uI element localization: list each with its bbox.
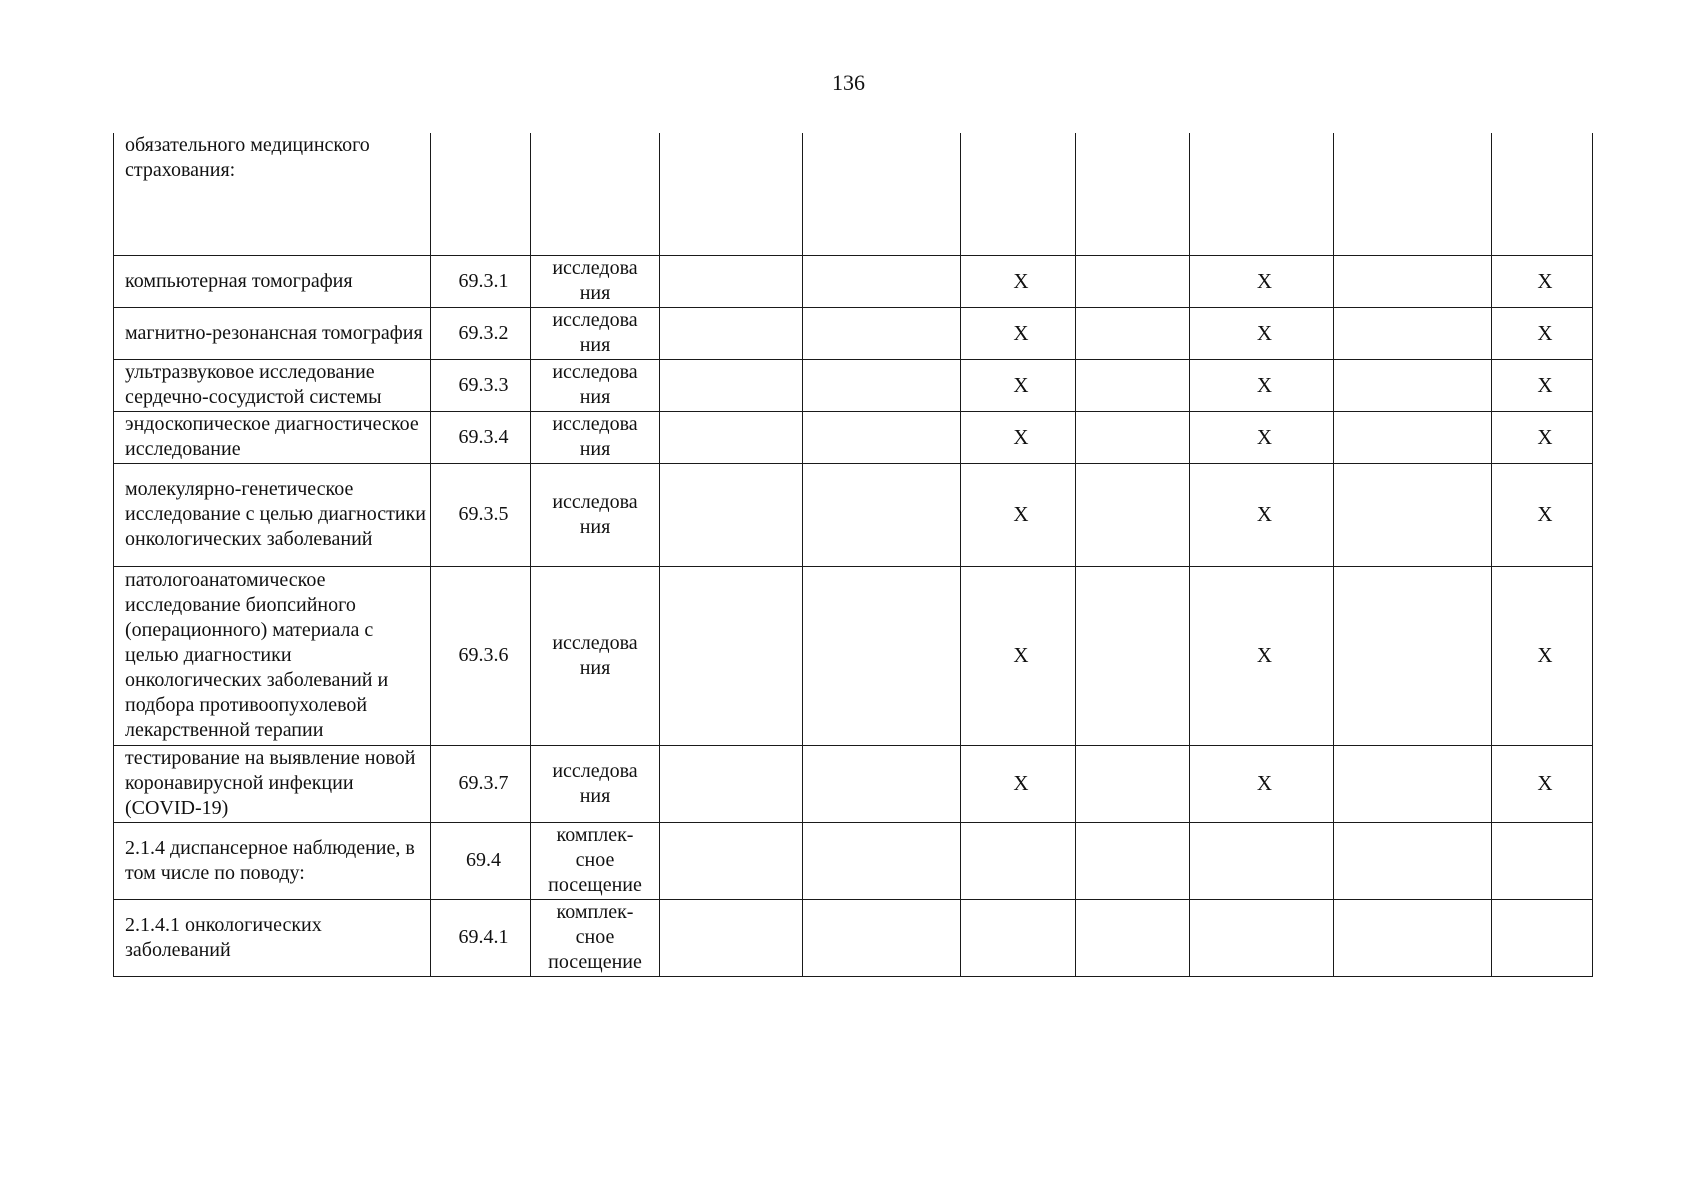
row-value-cell — [1492, 899, 1593, 976]
row-code-cell: 69.3.2 — [431, 307, 531, 359]
row-name-cell: эндоскопическое диагностическое исследование — [114, 411, 431, 463]
row-value-cell — [1492, 133, 1593, 255]
table-row — [114, 745, 1593, 822]
row-value-cell — [1334, 411, 1492, 463]
table-row — [114, 133, 1593, 255]
row-value-cell — [1076, 566, 1190, 745]
row-value-cell — [1076, 822, 1190, 899]
page-number: 136 — [832, 70, 865, 95]
row-value-cell — [1076, 255, 1190, 307]
row-value-cell: X — [961, 307, 1076, 359]
row-value-cell: X — [1190, 566, 1334, 745]
row-value-cell — [1334, 307, 1492, 359]
row-name-cell: обязательного медицинского страхования: — [114, 133, 431, 255]
row-value-cell — [1190, 133, 1334, 255]
row-value-cell — [803, 133, 961, 255]
row-value-cell: X — [1190, 411, 1334, 463]
row-value-cell: X — [961, 359, 1076, 411]
row-value-cell — [1334, 133, 1492, 255]
row-value-cell — [660, 133, 803, 255]
row-value-cell: X — [961, 255, 1076, 307]
table-row — [114, 307, 1593, 359]
row-value-cell — [803, 307, 961, 359]
row-value-cell — [660, 463, 803, 566]
row-value-cell — [1334, 463, 1492, 566]
table-row — [114, 255, 1593, 307]
row-unit-cell — [531, 133, 660, 255]
row-value-cell: X — [1492, 745, 1593, 822]
row-value-cell: X — [1190, 307, 1334, 359]
row-value-cell: X — [1190, 463, 1334, 566]
row-value-cell: X — [961, 745, 1076, 822]
row-value-cell — [660, 566, 803, 745]
row-value-cell: X — [1492, 411, 1593, 463]
row-code-cell: 69.4.1 — [431, 899, 531, 976]
row-code-cell: 69.4 — [431, 822, 531, 899]
table-row — [114, 359, 1593, 411]
row-code-cell: 69.3.3 — [431, 359, 531, 411]
row-value-cell: X — [1190, 359, 1334, 411]
row-value-cell — [1334, 566, 1492, 745]
report-table — [113, 133, 1593, 977]
row-value-cell — [1076, 411, 1190, 463]
row-code-cell: 69.3.7 — [431, 745, 531, 822]
row-value-cell: X — [1492, 359, 1593, 411]
row-value-cell — [803, 411, 961, 463]
row-value-cell: X — [1190, 255, 1334, 307]
row-value-cell — [803, 255, 961, 307]
row-value-cell — [961, 899, 1076, 976]
row-value-cell: X — [1492, 566, 1593, 745]
table-row — [114, 566, 1593, 745]
row-value-cell — [1076, 745, 1190, 822]
row-value-cell: X — [961, 463, 1076, 566]
row-unit-cell: исследова ния — [531, 745, 660, 822]
row-value-cell — [660, 411, 803, 463]
row-value-cell — [803, 359, 961, 411]
row-value-cell — [660, 822, 803, 899]
row-value-cell — [961, 822, 1076, 899]
row-name-cell: ультразвуковое исследование сердечно-сосудистой системы — [114, 359, 431, 411]
table-row — [114, 411, 1593, 463]
row-unit-cell: исследова ния — [531, 359, 660, 411]
row-value-cell — [1190, 822, 1334, 899]
row-unit-cell: исследова ния — [531, 566, 660, 745]
row-code-cell: 69.3.6 — [431, 566, 531, 745]
row-value-cell — [1076, 463, 1190, 566]
row-value-cell — [1334, 745, 1492, 822]
row-value-cell — [660, 899, 803, 976]
row-unit-cell: комплек- сное посещение — [531, 899, 660, 976]
row-value-cell — [1076, 899, 1190, 976]
row-value-cell — [1076, 133, 1190, 255]
row-value-cell: X — [1492, 307, 1593, 359]
table-row — [114, 899, 1593, 976]
row-value-cell — [660, 255, 803, 307]
row-value-cell — [1190, 899, 1334, 976]
row-name-cell: патологоанатомическое исследование биопсийного (операционного) материала с целью диагностики онкологических заболеваний и подбора противоопухолевой лекарственной терапии — [114, 566, 431, 745]
row-value-cell — [1334, 899, 1492, 976]
row-value-cell: X — [1190, 745, 1334, 822]
row-value-cell: X — [961, 411, 1076, 463]
row-code-cell: 69.3.5 — [431, 463, 531, 566]
row-unit-cell: исследова ния — [531, 411, 660, 463]
row-value-cell — [803, 463, 961, 566]
row-value-cell — [961, 133, 1076, 255]
row-name-cell: компьютерная томография — [114, 255, 431, 307]
row-name-cell: магнитно-резонансная томография — [114, 307, 431, 359]
row-value-cell — [660, 359, 803, 411]
table-row — [114, 463, 1593, 566]
row-value-cell: X — [961, 566, 1076, 745]
row-unit-cell: исследова ния — [531, 463, 660, 566]
row-value-cell — [1334, 255, 1492, 307]
row-name-cell: тестирование на выявление новой коронавирусной инфекции (COVID-19) — [114, 745, 431, 822]
row-name-cell: молекулярно-генетическое исследование с целью диагностики онкологических заболеваний — [114, 463, 431, 566]
row-code-cell: 69.3.1 — [431, 255, 531, 307]
row-value-cell — [660, 307, 803, 359]
row-value-cell — [1334, 822, 1492, 899]
row-value-cell — [1076, 359, 1190, 411]
row-unit-cell: исследова ния — [531, 307, 660, 359]
row-unit-cell: исследова ния — [531, 255, 660, 307]
row-value-cell: X — [1492, 255, 1593, 307]
row-value-cell — [803, 566, 961, 745]
row-code-cell — [431, 133, 531, 255]
row-code-cell: 69.3.4 — [431, 411, 531, 463]
row-value-cell — [1492, 822, 1593, 899]
row-value-cell — [803, 745, 961, 822]
row-value-cell: X — [1492, 463, 1593, 566]
row-value-cell — [803, 822, 961, 899]
row-value-cell — [660, 745, 803, 822]
row-unit-cell: комплек- сное посещение — [531, 822, 660, 899]
row-value-cell — [1334, 359, 1492, 411]
row-name-cell: 2.1.4 диспансерное наблюдение, в том числе по поводу: — [114, 822, 431, 899]
row-value-cell — [1076, 307, 1190, 359]
row-value-cell — [803, 899, 961, 976]
row-name-cell: 2.1.4.1 онкологических заболеваний — [114, 899, 431, 976]
table-row — [114, 822, 1593, 899]
